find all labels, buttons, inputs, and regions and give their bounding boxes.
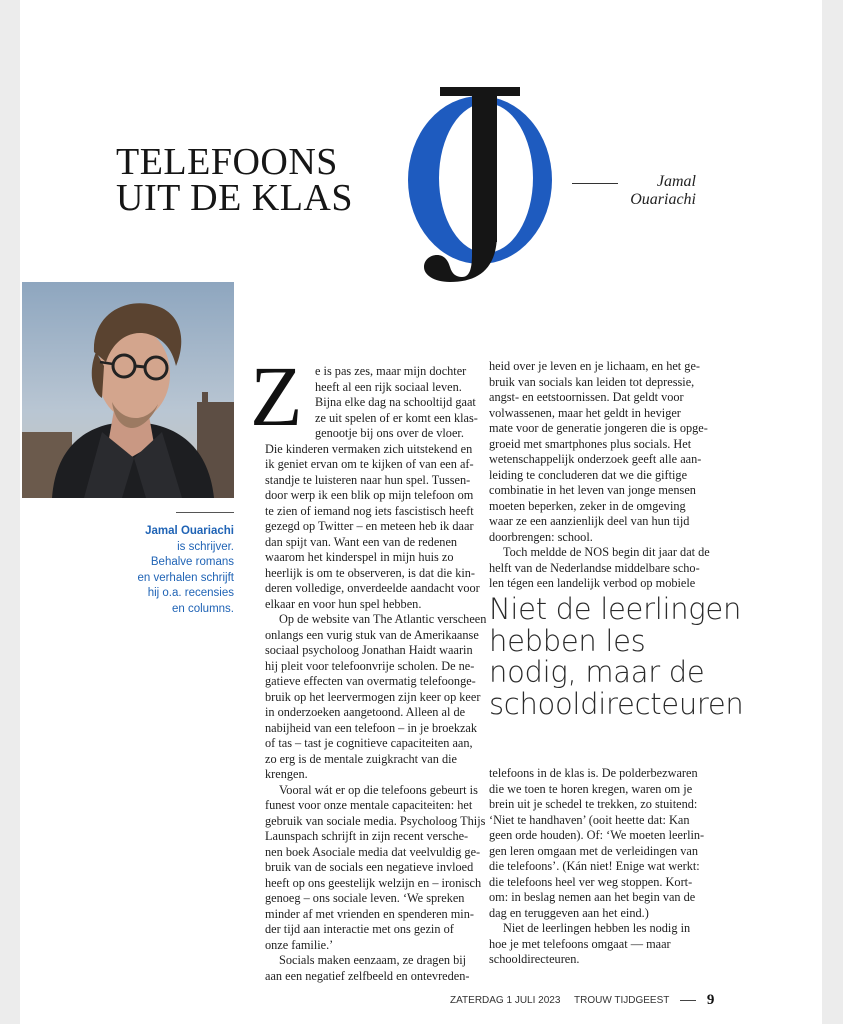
article-line: geen orde houden). Of: ‘We moeten leerlin-	[489, 828, 705, 842]
article-line: Toch meldde de NOS begin dit jaar dat de	[503, 545, 710, 559]
headline	[116, 141, 354, 219]
article-line: doorbrengen: school.	[489, 529, 593, 544]
article-line: funest voor onze mentale capaciteiten: het	[265, 798, 473, 812]
article-line: nen boek Asociale media dat veelvuldig ge-	[265, 844, 481, 859]
byline-first-name: Jamal	[656, 173, 696, 190]
footer-date: ZATERDAG 1 JULI 2023	[450, 995, 561, 1006]
article-line: sociaal psycholoog Jonathan Haidt waarin	[265, 643, 473, 657]
article-line: gen leren omgaan met de verleidingen van	[489, 843, 698, 858]
article-line: waar ze een aanzienlijk deel van hun tijd	[489, 514, 690, 528]
article-line: dag en teruggeven aan het eind.)	[489, 905, 649, 920]
author-photo	[22, 282, 234, 498]
article-line: genootje bij ons over de vloer.	[315, 426, 464, 440]
article-line: heid over je leven en je lichaam, en het ge-	[489, 359, 700, 373]
article-line: brein uit je schedel te trekken, zo stuitend:	[489, 797, 698, 811]
byline-last-name: Ouariachi	[630, 191, 696, 208]
pull-quote-line: hebben les	[489, 623, 646, 658]
article-line: elkaar en voor hun spel hebben.	[265, 596, 422, 611]
article-line: helft van de Nederlandse middelbare scho-	[489, 560, 700, 575]
article-line: onlangs een vurig stuk van de Amerikaanse	[265, 627, 479, 642]
author-portrait	[22, 282, 234, 498]
article-line: volwassenen, maar het geldt in heviger	[489, 405, 681, 420]
caption-line: hij o.a. recensies	[147, 587, 234, 599]
article-line: zo erg is de mentale zuigkracht van die	[265, 751, 458, 766]
article-line: Op de website van The Atlantic verscheen	[279, 612, 487, 626]
article-line: der tijd aan interactie met ons gezin of	[265, 922, 454, 936]
article-line: aan een negatief zelfbeeld en ontevreden-	[265, 968, 470, 983]
byline-author	[630, 173, 696, 209]
drop-cap: Z	[250, 348, 303, 444]
article-line: deren volledige, onverdeelde aandacht voor	[265, 581, 480, 595]
logo-j-stem	[472, 87, 497, 242]
article-line: door werp ik een blik op mijn telefoon om	[265, 488, 474, 502]
headline-line-2: UIT DE KLAS	[116, 177, 354, 219]
caption-rule	[176, 512, 234, 513]
article-line: wetenschappelijk onderzoek geeft alle aan-	[489, 452, 702, 466]
pull-quote-line: nodig, maar de	[489, 655, 705, 689]
byline-rule	[572, 183, 618, 184]
article-line: bruik van de socials een negatieve invloed	[265, 860, 474, 874]
article-line: len tégen een landelijk verbod op mobiele	[489, 576, 696, 590]
article-line: in onderzoeken aangetoond. Alleen al de	[265, 705, 466, 719]
headline-line-1: TELEFOONS	[116, 141, 338, 183]
article-line: dan spijt van. Want een van de redenen	[265, 534, 458, 549]
footer-publication: TROUW TIJDGEEST	[573, 995, 670, 1006]
article-line: minder af met vrienden en spenderen min-	[265, 906, 474, 921]
article-line: heeft op ons geestelijk welzijn en – ironisch	[265, 875, 482, 890]
article-line: moeten beperken, zeker in de omgeving	[489, 498, 686, 513]
article-line: nabijheid van een telefoon – in je broekzak	[265, 720, 478, 735]
article-line: bruik van socials kan leiden tot depressie,	[489, 374, 695, 389]
article-line: die telefoons heel ver weg stoppen. Kort-	[489, 874, 693, 889]
footer-dash	[680, 1000, 696, 1001]
article-line: Vooral wát er op die telefoons gebeurt is	[279, 782, 478, 797]
caption-line: is schrijver.	[177, 540, 234, 553]
article-line: Niet de leerlingen hebben les nodig in	[503, 921, 691, 935]
article-line: of tas – tast je cognitieve capaciteiten aan,	[265, 736, 473, 750]
article-line: die telefoons’. (Kán niet! Enige wat werkt:	[489, 859, 700, 873]
article-line: bruik op het leervermogen zijn keer op keer	[265, 689, 481, 704]
article-line: krengen.	[265, 767, 308, 781]
article-line: heeft al een rijk sociaal leven.	[315, 379, 462, 394]
pull-quote-line: Niet de leerlingen	[489, 592, 742, 626]
article-line: heerlijk is om te observeren, is dat die kin-	[265, 565, 476, 580]
article-line: waarom het kinderspel in mijn huis zo	[265, 550, 454, 564]
pull-quote-line: schooldirecteuren	[489, 686, 744, 721]
author-caption	[100, 524, 234, 617]
article-line: mate voor de generatie jongeren die is opge-	[489, 421, 708, 435]
article-line: onze familie.’	[265, 937, 334, 952]
pull-quote	[489, 594, 764, 720]
article-line: ik geniet ervan om te kijken of van een af-	[265, 457, 474, 471]
article-line: die we toen te horen kregen, waren om je	[489, 781, 693, 796]
caption-line: en verhalen schrijft	[137, 571, 234, 584]
caption-author-name: Jamal Ouariachi	[145, 525, 234, 537]
jo-monogram-icon	[390, 84, 566, 284]
article-line: schooldirecteuren.	[489, 952, 580, 966]
article-line: ze uit spelen of er komt een klas-	[315, 410, 478, 425]
article-line: hoe je met telefoons omgaat — maar	[489, 936, 671, 951]
article-line: standje te luisteren naar hun spel. Tussen-	[265, 472, 471, 487]
article-line: hij pleit voor telefoonvrije scholen. De ne-	[265, 658, 475, 673]
article-line: Launspach schrijft in zijn recent versche-	[265, 829, 469, 843]
article-column-2	[489, 359, 729, 592]
article-line: angst- en eetstoornissen. Dat geldt voor	[489, 390, 684, 404]
article-line: gatieve effecten van overmatig telefoonge-	[265, 674, 476, 688]
caption-line: en columns.	[171, 602, 234, 615]
article-line: telefoons in de klas is. De polderbezwaren	[489, 766, 698, 780]
article-line: Socials maken eenzaam, ze dragen bij	[279, 953, 467, 967]
article-line: groeid met smartphones plus socials. Het	[489, 436, 692, 451]
article-line: gezegd op Twitter – en meteen heb ik daar	[265, 519, 474, 533]
article-line: genoeg – ons sociale leven. ‘We spreken	[265, 891, 465, 905]
article-line: om: in beslag nemen aan het begin van de	[489, 890, 696, 904]
article-line: leiding te concluderen dat we die giftige	[489, 467, 688, 482]
article-line: te zien of iemand nog iets fascistisch heeft	[265, 503, 474, 518]
article-line: ‘Niet te handhaven’ (ooit heette dat: Kan	[489, 812, 690, 827]
article-line: Bijna elke dag na schooltijd gaat	[315, 395, 476, 409]
column-logo	[390, 84, 566, 284]
article-line: e is pas zes, maar mijn dochter	[315, 364, 467, 378]
article-line: combinatie in het leven van jonge mensen	[489, 483, 696, 497]
caption-line: Behalve romans	[150, 556, 234, 568]
page-number: 9	[706, 992, 715, 1008]
article-column-2-continued	[489, 766, 729, 968]
page-footer	[450, 992, 714, 1009]
article-line: Die kinderen vermaken zich uitstekend en	[265, 441, 473, 456]
article-line: gebruik van sociale media. Psycholoog Thijs	[265, 813, 486, 828]
article-column-1	[265, 364, 500, 984]
magazine-page	[20, 0, 822, 1024]
